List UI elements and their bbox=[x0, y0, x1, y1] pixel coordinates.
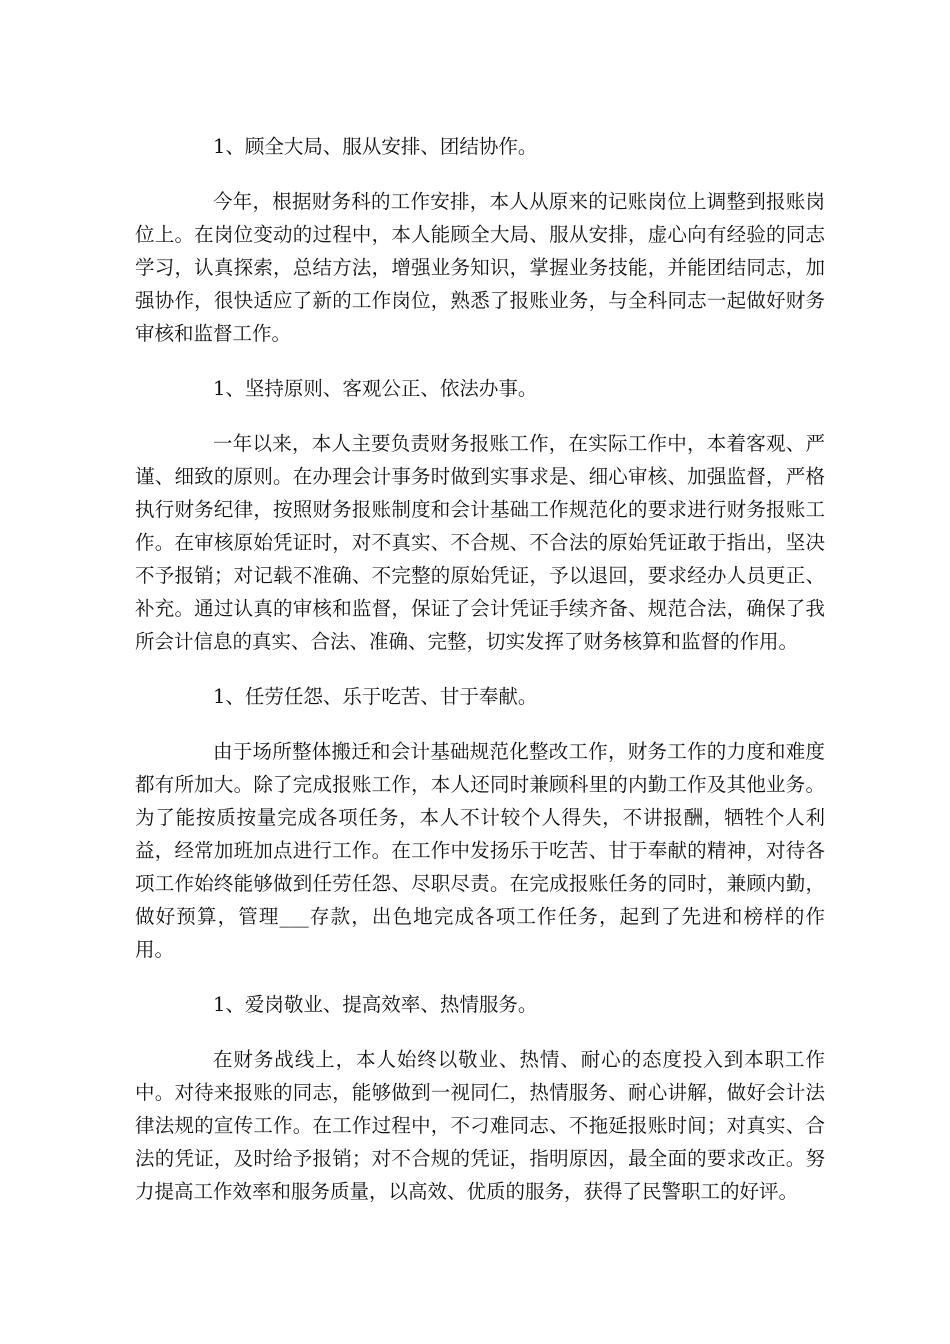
section-heading-2: 1、坚持原则、客观公正、依法办事。 bbox=[213, 377, 538, 400]
section-paragraph-3: 由于场所整体搬迁和会计基础规范化整改工作，财务工作的力度和难度都有所加大。除了完成报账工作，本人还同时兼顾科里的内勤工作及其他业务。为了能按质按量完成各项任务，本人不计较个人得失，不讲报酬，牺牲个人利益，经常加班加点进行工作。在工作中发扬乐于吃苦、甘于奉献的精神，对待各项工作始终能够做到任劳任怨、尽职尽责。在完成报账任务的同时，兼顾内勤，做好预算，管理___存款，出色地完成各项工作任务，起到了先进和榜样的作用。 bbox=[135, 740, 825, 961]
section-paragraph-2: 一年以来，本人主要负责财务报账工作，在实际工作中，本着客观、严谨、细致的原则。在办理会计事务时做到实事求是、细心审核、加强监督，严格执行财务纪律，按照财务报账制度和会计基础工作规范化的要求进行财务报账工作。在审核原始凭证时，对不真实、不合规、不合法的原始凭证敢于指出，坚决不予报销；对记载不准确、不完整的原始凭证，予以退回，要求经办人员更正、补充。通过认真的审核和监督，保证了会计凭证手续齐备、规范合法，确保了我所会计信息的真实、合法、准确、完整，切实发挥了财务核算和监督的作用。 bbox=[135, 432, 825, 653]
section-heading-3: 1、任劳任怨、乐于吃苦、甘于奉献。 bbox=[213, 685, 538, 708]
document-body bbox=[135, 130, 825, 1230]
section-heading-4: 1、爱岗敬业、提高效率、热情服务。 bbox=[213, 993, 538, 1016]
section-paragraph-1: 今年，根据财务科的工作安排，本人从原来的记账岗位上调整到报账岗位上。在岗位变动的过程中，本人能顾全大局、服从安排，虚心向有经验的同志学习，认真探索，总结方法，增强业务知识，掌握业务技能，并能团结同志，加强协作，很快适应了新的工作岗位，熟悉了报账业务，与全科同志一起做好财务审核和监督工作。 bbox=[135, 190, 825, 345]
section-paragraph-4: 在财务战线上，本人始终以敬业、热情、耐心的态度投入到本职工作中。对待来报账的同志，能够做到一视同仁，热情服务、耐心讲解，做好会计法律法规的宣传工作。在工作过程中，不刁难同志、不拖延报账时间；对真实、合法的凭证，及时给予报销；对不合规的凭证，指明原因，最全面的要求改正。努力提高工作效率和服务质量，以高效、优质的服务，获得了民警职工的好评。 bbox=[135, 1048, 825, 1203]
section-heading-1: 1、顾全大局、服从安排、团结协作。 bbox=[213, 135, 538, 158]
